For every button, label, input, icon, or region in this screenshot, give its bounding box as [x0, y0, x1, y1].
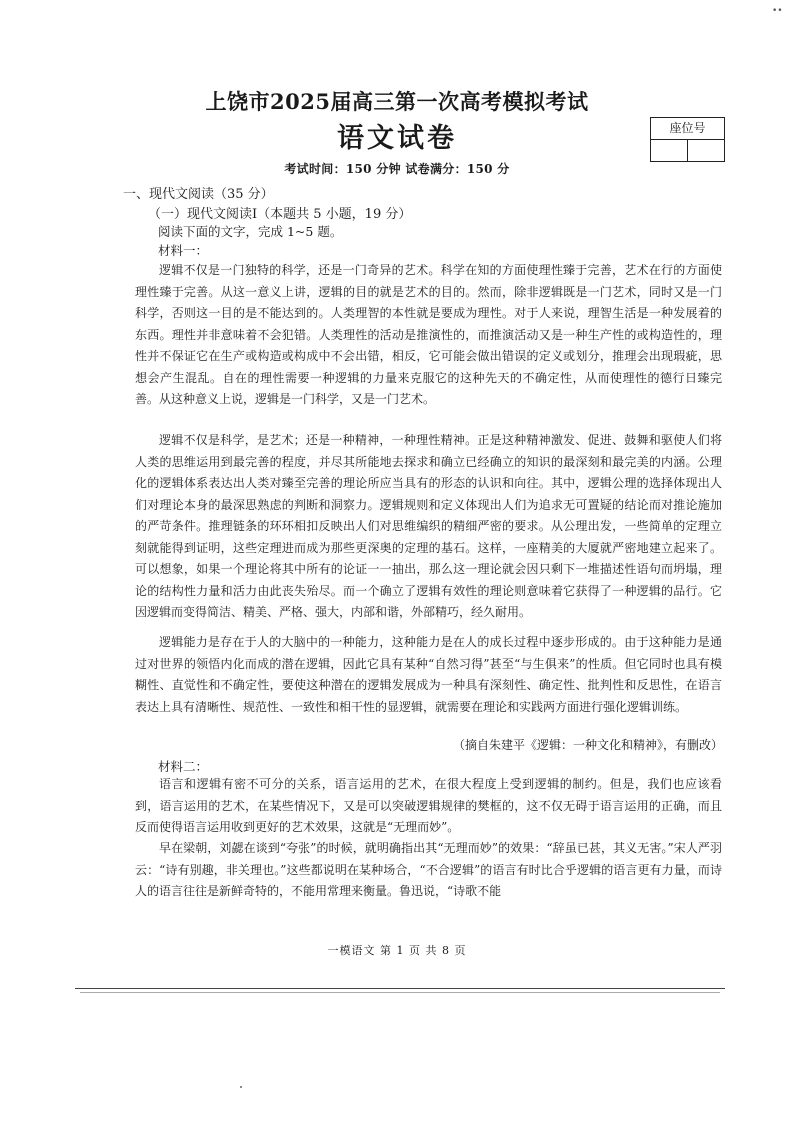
scan-speck	[240, 1086, 242, 1088]
scan-edge-shadow	[80, 992, 720, 993]
page-footer: 一模语文 第 1 页 共 8 页	[327, 944, 467, 957]
seat-number-box	[650, 117, 725, 162]
material-one-paragraph-3: 逻辑能力是存在于人的大脑中的一种能力，这种能力是在人的成长过程中逐步形成的。由于这种能力是通过对世界的领悟内化而成的潜在逻辑，因此它具有某种“自然习得”甚至“与生俱来”的性质。但它同时也具有模糊性、直觉性和不确定性，要使这种潜在的逻辑发展成为一种具有深刻性、确定性、批判性和反思性，在语言表达上具有清晰性、规范性、一致性和相干性的显逻辑，就需要在理论和实践两方面进行强化逻辑训练。	[135, 635, 722, 714]
subsection-heading: （一）现代文阅读Ⅰ（本题共 5 小题，19 分）	[148, 207, 412, 222]
seat-box-divider	[687, 139, 688, 161]
material-two-paragraph-1: 语言和逻辑有密不可分的关系，语言运用的艺术，在很大程度上受到逻辑的制约。但是，我们也应该看到，语言运用的艺术，在某些情况下，又是可以突破逻辑规律的樊框的，这不仅无碍于语言运用的正确，而且反而使得语言运用收到更好的艺术效果，这就是“无理而妙”。	[135, 777, 722, 834]
scan-edge-line	[75, 988, 725, 989]
exam-title: 上饶市2025届高三第一次高考模拟考试	[205, 89, 589, 114]
material-one-label: 材料一：	[158, 243, 209, 258]
material-one-paragraph-2: 逻辑不仅是科学，是艺术；还是一种精神，一种理性精神。正是这种精神激发、促进、鼓舞和驱使人们将人类的思维运用到最完善的程度，并尽其所能地去探求和确立已经确立的知识的最深刻和最完美的内涵。公理化的逻辑体系表达出人类对臻至完善的理论所应当具有的形态的认识和向往。其中，逻辑公理的选择体现出人们对理论本身的最深思熟虑的判断和洞察力。逻辑规则和定义体现出人们为追求无可置疑的结论而对推论施加的严苛条件。推理链条的环环相扣反映出人们对思维编织的精细严密的要求。从公理出发，一些简单的定理立刻就能得到证明，这些定理进而成为那些更深奥的定理的基石。这样，一座精美的大厦就严密地建立起来了。可以想象，如果一个理论将其中所有的论证一一抽出，那么这一理论就会因只剩下一堆描述性语句而坍塌，理论的结构性力量和活力由此丧失殆尽。而一个确立了逻辑有效性的理论则意味着它获得了一种逻辑的品行。它因逻辑而变得简洁、精美、严格、强大，内部和谐，外部精巧，经久耐用。	[135, 433, 722, 619]
material-two-paragraph-2: 早在梁朝，刘勰在谈到“夸张”的时候，就明确指出其“无理而妙”的效果：“辞虽已甚，其义无害。”宋人严羽云：“诗有别趣，非关理也。”这些都说明在某种场合，“不合逻辑”的语言有时比合乎逻辑的语言更有力量，而诗人的语言往往是新鲜奇特的，不能用常理来衡量。鲁迅说，“诗歌不能	[135, 841, 722, 898]
material-one-paragraph-1: 逻辑不仅是一门独特的科学，还是一门奇异的艺术。科学在知的方面使理性臻于完善，艺术在行的方面使理性臻于完善。从这一意义上讲，逻辑的目的就是艺术的目的。然而，除非逻辑既是一门艺术，同时又是一门科学，否则这一目的是不能达到的。人类理智的本性就是要成为理性。对于人来说，理智生活是一种发展着的东西。理性并非意味着不会犯错。人类理性的活动是推演性的，而推演活动又是一种生产性的或构造性的，理性并不保证它在生产或构造或构成中不会出错，相反，它可能会做出错误的定义或划分，推理会出现瑕疵，思想会产生混乱。自在的理性需要一种逻辑的力量来克服它的这种先天的不确定性，从而使理性的德行日臻完善。从这种意义上说，逻辑是一门科学，又是一门艺术。	[135, 263, 722, 406]
corner-mark: ••	[772, 6, 783, 16]
reading-instruction: 阅读下面的文字，完成 1~5 题。	[158, 224, 343, 239]
material-one-source: （摘自朱建平《逻辑：一种文化和精神》，有删改）	[452, 738, 723, 752]
material-two-label: 材料二：	[158, 759, 209, 774]
exam-info: 考试时间：150 分钟 试卷满分：150 分	[284, 162, 510, 176]
paper-title: 语文试卷	[337, 123, 457, 154]
seat-number-label: 座位号	[651, 118, 724, 140]
section-heading: 一、现代文阅读（35 分）	[123, 187, 274, 202]
